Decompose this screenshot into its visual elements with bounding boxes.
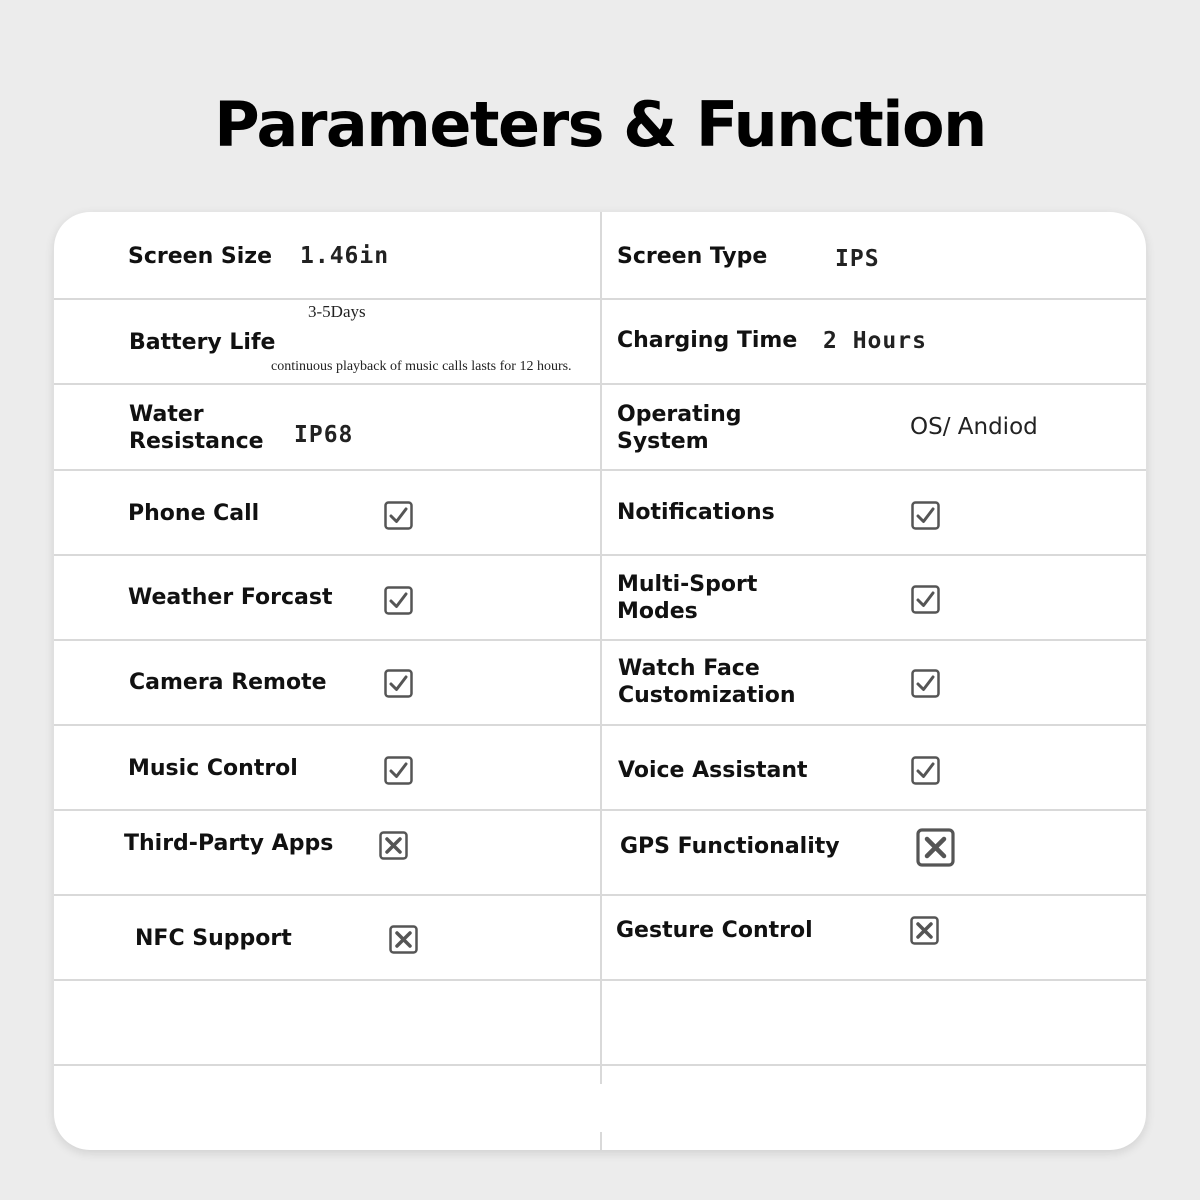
check-icon bbox=[384, 756, 413, 785]
third-party-apps-label: Third-Party Apps bbox=[124, 831, 334, 856]
nfc-support-label: NFC Support bbox=[135, 926, 292, 951]
gesture-control-label: Gesture Control bbox=[616, 918, 813, 943]
operating-system-value: OS/ Andiod bbox=[910, 414, 1038, 440]
multi-sport-modes-label-line1: Multi-Sport bbox=[617, 572, 758, 597]
check-icon bbox=[384, 669, 413, 698]
gps-functionality-label: GPS Functionality bbox=[620, 834, 840, 859]
spec-table bbox=[54, 212, 1146, 1150]
cross-icon bbox=[379, 831, 408, 860]
camera-remote-label: Camera Remote bbox=[129, 670, 327, 695]
watch-face-customization-label-line1: Watch Face bbox=[618, 656, 760, 681]
notifications-label: Notifications bbox=[617, 500, 775, 525]
check-icon bbox=[911, 756, 940, 785]
column-divider bbox=[600, 1132, 602, 1150]
battery-life-note: continuous playback of music calls lasts for 12 hours. bbox=[271, 359, 572, 374]
operating-system-label-line2: System bbox=[617, 429, 709, 454]
music-control-label: Music Control bbox=[128, 756, 298, 781]
water-resistance-value: IP68 bbox=[294, 422, 354, 448]
cross-icon bbox=[910, 916, 939, 945]
screen-size-label: Screen Size bbox=[128, 244, 273, 269]
multi-sport-modes-label-line2: Modes bbox=[617, 599, 698, 624]
screen-type-value: IPS bbox=[835, 246, 880, 272]
battery-life-value: 3-5Days bbox=[308, 302, 366, 321]
check-icon bbox=[911, 501, 940, 530]
operating-system-label-line1: Operating bbox=[617, 402, 742, 427]
cross-icon bbox=[916, 828, 955, 867]
column-divider bbox=[600, 212, 602, 1084]
charging-time-label: Charging Time bbox=[617, 328, 798, 353]
screen-type-label: Screen Type bbox=[617, 244, 768, 269]
phone-call-label: Phone Call bbox=[128, 501, 260, 526]
water-resistance-label-line1: Water bbox=[129, 402, 204, 427]
check-icon bbox=[911, 585, 940, 614]
screen-size-value: 1.46in bbox=[300, 243, 390, 269]
charging-time-value: 2 Hours bbox=[823, 328, 927, 354]
water-resistance-label-line2: Resistance bbox=[129, 429, 264, 454]
check-icon bbox=[384, 586, 413, 615]
check-icon bbox=[384, 501, 413, 530]
weather-forcast-label: Weather Forcast bbox=[128, 585, 333, 610]
voice-assistant-label: Voice Assistant bbox=[618, 758, 808, 783]
check-icon bbox=[911, 669, 940, 698]
watch-face-customization-label-line2: Customization bbox=[618, 683, 796, 708]
battery-life-label: Battery Life bbox=[129, 330, 276, 355]
page-title: Parameters & Function bbox=[214, 88, 986, 161]
cross-icon bbox=[389, 925, 418, 954]
